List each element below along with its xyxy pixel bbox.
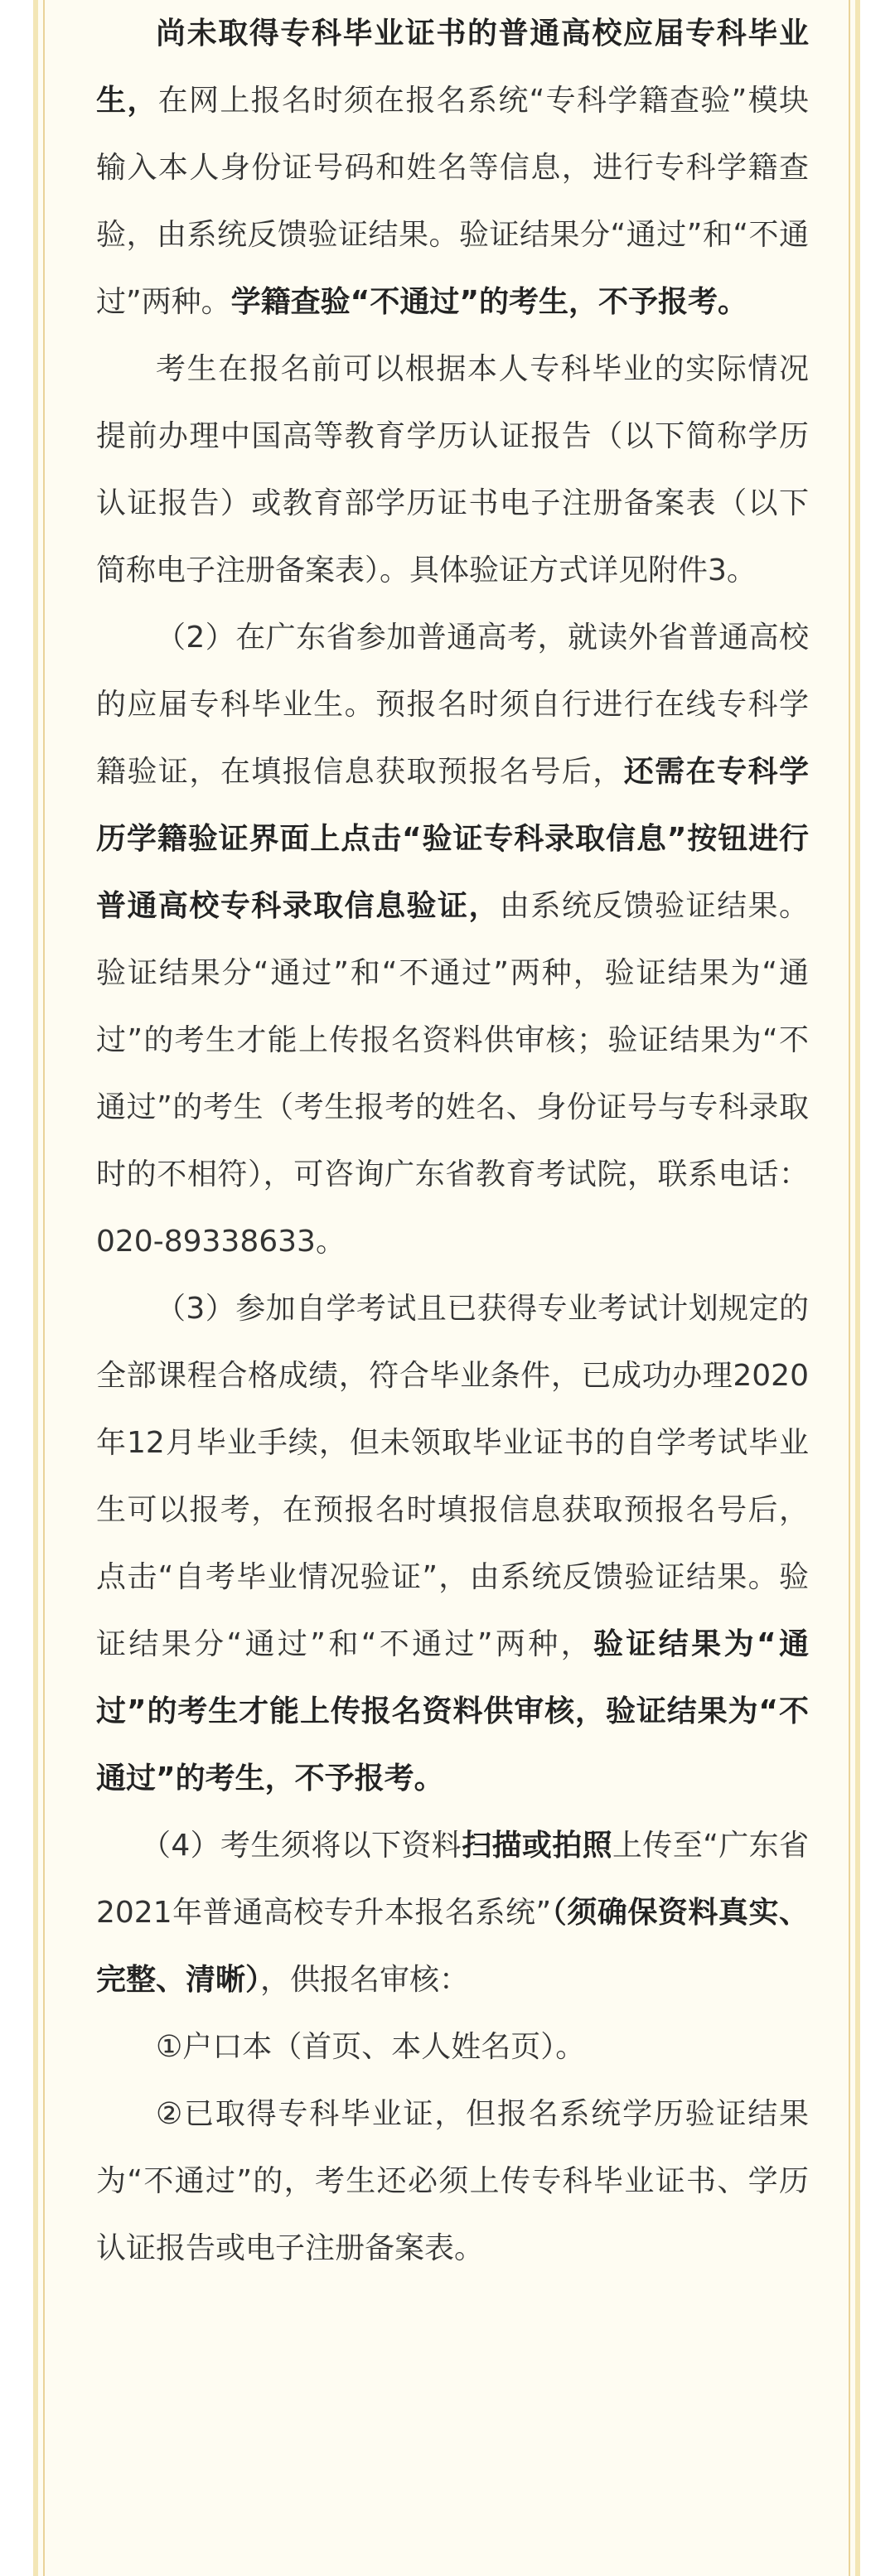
article-body: [96, 0, 809, 2282]
text: （3）参加自学考试且已获得专业考试计划规定的全部课程合格成绩，符合毕业条件，已成功办理2020年12月毕业手续，但未领取毕业证书的自学考试毕业生可以报考，在预报名时填报信息获取预报名号后，点击“自考毕业情况验证”，由系统反馈验证结果。验证结果分“通过”和“不通过”两种，: [96, 1292, 809, 1661]
list-item-diploma: [96, 2081, 809, 2282]
text: （4）考生须将以下资料: [141, 1829, 462, 1863]
text-bold: 学籍查验“不通过”的考生，不予报考。: [230, 285, 747, 319]
text: 在网上报名时须在报名系统“专科学籍查验”模块输入本人身份证号码和姓名等信息，进行专科学籍查验，由系统反馈验证结果。验证结果分“通过”和“不通过”两种。: [96, 84, 809, 319]
paragraph-item-2: [96, 604, 809, 1275]
text-bold: 验证结果为“通过”的考生才能上传报名资料供审核，验证结果为“不通过”的考生，不予报考。: [96, 1627, 809, 1795]
text: 由系统反馈验证结果。验证结果分“通过”和“不通过”两种，验证结果为“通过”的考生才能上传报名资料供审核；验证结果为“不通过”的考生（考生报考的姓名、身份证号与专科录取时的不相符），可咨询广东省教育考试院，联系电话：020-89338633。: [96, 889, 809, 1259]
paragraph-enrollment-check: [96, 0, 809, 336]
text-bold: （须确保资料真实、完整、清晰）: [96, 1896, 809, 1997]
paragraph-item-4: [96, 1812, 809, 2013]
list-item-household-register: [96, 2013, 809, 2081]
text: ，供报名审核：: [260, 1963, 470, 1997]
text: （2）在广东省参加普通高考，就读外省普通高校的应届专科毕业生。预报名时须自行进行在线专科学籍验证，在填报信息获取预报名号后，: [96, 621, 809, 789]
text: ①户口本（首页、本人姓名页）。: [156, 2030, 586, 2064]
text-bold: 还需在专科学历学籍验证界面上点击“验证专科录取信息”按钮进行普通高校专科录取信息验证，: [96, 755, 809, 923]
paragraph-certification: [96, 336, 809, 604]
text: 上传至“广东省2021年普通高校专升本报名系统”: [96, 1829, 809, 1930]
text-bold: 扫描或拍照: [462, 1829, 613, 1863]
text: ②已取得专科毕业证，但报名系统学历验证结果为“不通过”的，考生还必须上传专科毕业证书、学历认证报告或电子注册备案表。: [96, 2097, 809, 2265]
text-bold: 尚未取得专科毕业证书的普通高校应届专科毕业生，: [96, 17, 809, 118]
text: 考生在报名前可以根据本人专科毕业的实际情况提前办理中国高等教育学历认证报告（以下简称学历认证报告）或教育部学历证书电子注册备案表（以下简称电子注册备案表）。具体验证方式详见附件3。: [96, 352, 809, 587]
paragraph-item-3: [96, 1275, 809, 1812]
